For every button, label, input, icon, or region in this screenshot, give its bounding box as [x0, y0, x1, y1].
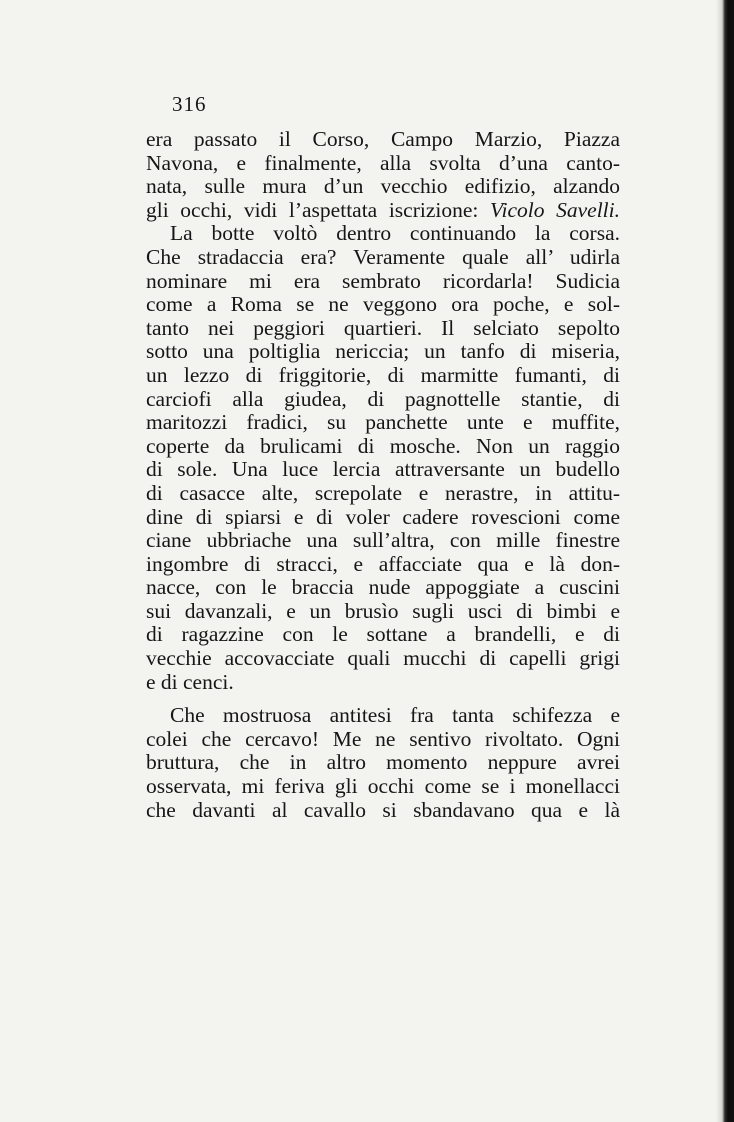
- text-line: tanto nei peggiori quartieri. Il selciato sepolto: [146, 315, 620, 340]
- text-line: che davanti al cavallo si sbandavano qua e là: [146, 797, 620, 822]
- text-line: ciane ubbriache una sull’altra, con mille finestre: [146, 528, 620, 553]
- text-line: Che stradaccia era? Veramente quale all’ udirla: [146, 244, 620, 269]
- text-line: osservata, mi feriva gli occhi come se i monellacci: [146, 774, 620, 799]
- text-line: dine di spiarsi e di voler cadere rovescioni come: [146, 504, 620, 529]
- page-number: 316: [172, 92, 207, 116]
- text-line: Navona, e finalmente, alla svolta d’una canto-: [146, 150, 620, 175]
- street-name: Vicolo Savelli.: [489, 197, 620, 222]
- text-line: era passato il Corso, Campo Marzio, Piazza: [146, 127, 620, 151]
- text-line: nominare mi era sembrato ricordarla! Sudicia: [146, 268, 620, 293]
- text-line: vecchie accovacciate quali mucchi di capelli grigi: [146, 646, 620, 671]
- text-line: maritozzi fradici, su panchette unte e muffite,: [146, 410, 620, 435]
- text-line: di casacce alte, screpolate e nerastre, in attitu-: [146, 480, 620, 505]
- text-line: e di cenci.: [146, 669, 234, 694]
- page-edge: [722, 0, 734, 1122]
- text-line: colei che cercavo! Me ne sentivo rivoltato. Ogni: [146, 726, 620, 751]
- text-line: sui davanzali, e un brusìo sugli usci di bimbi e: [146, 598, 620, 623]
- body-text: [146, 128, 620, 822]
- text-line: carciofi alla giudea, di pagnottelle stantie, di: [146, 386, 620, 411]
- text-line: gli occhi, vidi l’aspettata iscrizione: Vicolo Savelli.: [146, 197, 620, 222]
- text-line: Che mostruosa antitesi fra tanta schifezza e: [170, 703, 620, 728]
- text-line: coperte da brulicami di mosche. Non un raggio: [146, 433, 620, 458]
- text-line: nacce, con le braccia nude appoggiate a cuscini: [146, 575, 620, 600]
- text-line: bruttura, che in altro momento neppure avrei: [146, 750, 620, 775]
- text-line: di sole. Una luce lercia attraversante un budello: [146, 457, 620, 482]
- text-line: come a Roma se ne veggono ora poche, e sol-: [146, 292, 620, 317]
- text-line: di ragazzine con le sottane a brandelli, e di: [146, 622, 620, 647]
- text-line: La botte voltò dentro continuando la corsa.: [170, 221, 620, 246]
- text-line: ingombre di stracci, e affacciate qua e là don-: [146, 551, 620, 576]
- text-line: nata, sulle mura d’un vecchio edifizio, alzando: [146, 174, 620, 199]
- text-line: sotto una poltiglia nericcia; un tanfo di miseria,: [146, 339, 620, 364]
- text-line: un lezzo di friggitorie, di marmitte fumanti, di: [146, 362, 620, 387]
